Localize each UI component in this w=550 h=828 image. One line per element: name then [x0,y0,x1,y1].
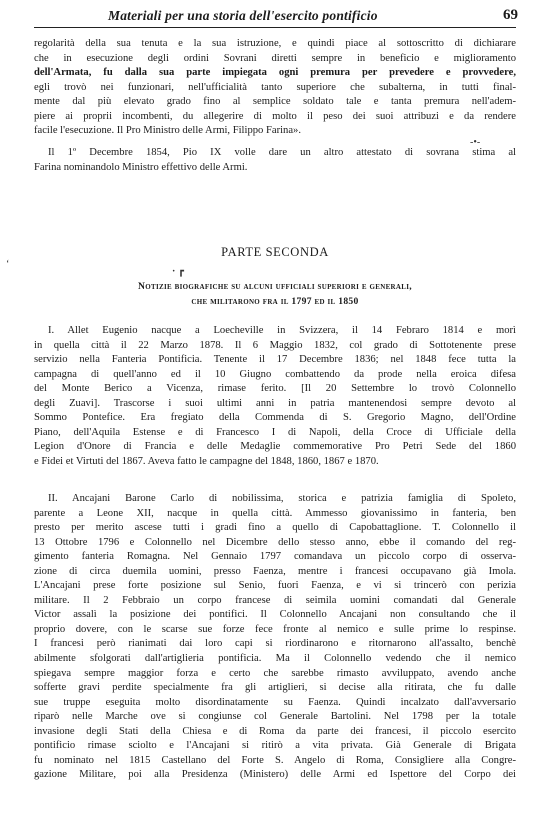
header-rule [34,27,516,28]
subheading-text: Notizie biografiche su alcuni ufficiali superiori e generali, [138,281,412,292]
text-line: dell'Armata, fu dalla sua parte impiegata ogni premura per prevedere e provvedere, [34,67,516,79]
part-subheading-line [0,296,550,307]
text-line: I. Allet Eugenio nacque a Loecheville in Svizzera, il 14 Febraro 1814 e morì [48,325,516,336]
text-line: del Monte Berico a Vicenza, rimase ferito. [Il 20 Settembre lo trovò Colonnello [34,383,516,395]
text-line: piere ai proprii incombenti, du allegerire di molto il peso dei suoi attribuzi e da rendere [34,110,516,122]
text-line: I francesi però rianimati dai loro capi si riordinarono e ritornarono all'assalto, benchè [34,638,516,650]
text-line: invasione degli Stati della Chiesa e di Roma da parte dei francesi, il piccolo esercito [34,725,516,737]
text-line: abilmente sfolgorati dall'artiglieria pontificia. Ma il Colonnello vedendo che il nemico [34,653,516,665]
part-heading: PARTE SECONDA [221,245,329,259]
text-line: proprio dovere, con le scarse sue forze fece fronte al nemico e sulle prime lo respinse. [34,623,516,635]
text-line: II. Ancajani Barone Carlo di nobilissima, storica e patrizia famiglia di Spoleto, [48,493,516,504]
text-line: gazione Militare, poi alla Presidenza (Ministero) delle Armi ed Ispettore del Corpo dei [34,769,516,781]
text-line: degli Zuavi]. Trascorse i suoi ultimi anni in patria mantenendosi sempre devoto al [34,397,516,409]
intro-paragraph [34,37,516,139]
text-line: pontificio rimase sciolto e l'Ancajani si ritirò a vita privata. Già Generale di Brigata [34,740,516,752]
part-subheading-line [0,281,550,292]
subheading-text: che militarono fra il 1797 ed il 1850 [191,296,359,307]
text-line: L'Ancajani prese forte posizione sul Senio, fuori Faenza, e vi si trincerò con perizia [34,580,516,592]
running-header [108,7,518,26]
text-line: campagna di quell'anno ed il 10 Giugno combattendo da prode nella eroica difesa [34,368,516,380]
text-line: parente a Leone XII, nacque in quella città. Ammesso giovanissimo in fanteria, ben [34,507,516,519]
text-line: che in esecuzione degli ordini Sovrani diretti sempre in beneficio e miglioramento [34,52,516,64]
text-line: Il 1º Decembre 1854, Pio IX volle dare un altro attestato di sovrana stima al [48,147,516,158]
text-line: regolarità della sua tenuta e la sua istruzione, e quindi piace al sottoscritto di dichiarare [34,38,516,49]
margin-mark: · ┏ [172,266,184,277]
text-line: facile l'esecuzione. Il Pro Ministro delle Armi, Filippo Farina». [34,125,301,137]
margin-mark: ‘ [6,259,10,270]
text-line: gimento fanteria Romagna. Nel Gennaio 1797 comandava un piccolo corpo di osserva- [34,551,516,563]
text-line: zione di circa duemila uomini, presso Faenza, mentre i francesi occupavano già Imola. [34,565,516,577]
biography-entry-ancajani [34,492,516,783]
text-line: presto per merito ascese tutti i gradi fino a quello di Capobattaglione. T. Colonnello il [34,522,516,534]
text-line: Farina nominandolo Ministro effettivo delle Armi. [34,161,248,173]
text-line: sofferte gravi perdite specialmente fra gli artiglieri, si decise alla ritirata, che fu dalle [34,682,516,694]
text-line: spiegava sempre maggior forza e certo che sarebbe rimasto avviluppato, avendo anche [34,667,516,679]
intro-paragraph-2 [34,146,516,175]
page-number: 69 [503,7,518,23]
biography-entry-allet [34,324,516,469]
text-line: fu nominato nel 1815 Castellano del Forte S. Angelo di Roma, Consigliere alla Congre- [34,754,516,766]
text-line: Piano, dell'Aquila Estense e di Francesco I di Napoli, della Croce di Ufficiale della [34,426,516,438]
text-line: militare. Il 2 Febbraio un corpo francese di seimila uomini comandati dal Generale [34,594,516,606]
text-line: 13 Ottobre 1796 e Colonnello nel Dicembre dello stesso anno, ebbe il comando del reg- [34,536,516,548]
running-title: Materiali per una storia dell'esercito pontificio [108,8,378,23]
text-line: Sommo Pontefice. Era fregiato della Commenda di S. Gregorio Magno, dell'Ordine [34,412,516,424]
text-line: e Fidei et Virtuti del 1867. Aveva fatto le campagne del 1848, 1860, 1867 e 1870. [34,455,379,467]
margin-mark: -•- [470,137,481,148]
text-line: egli trovò nei funzionari, nell'ufficialità tanto superiore che subalterna, in tutti final- [34,81,516,93]
text-line: mente dal più elevato grado fino al semplice soldato tale e tanta premura nell'adem- [34,96,516,108]
text-line: in quella città il 22 Marzo 1878. Il 6 Maggio 1832, col grado di Sottotenente prese [34,339,516,351]
text-line: Victor assalì la posizione dei pontifici. Il Colonnello Ancajani non consultando che il [34,609,516,621]
text-line: Legion d'Onore di Francia e delle Medaglie commemorative Pro Petri Sede del 1860 [34,441,516,453]
text-line: riparò nelle Marche ove si congiunse col Generale Bartolini. Nel 1798 per la totale [34,711,516,723]
text-line: sue truppe eseguita molto disordinatamente su Faenza. Quindi incalzato dall'avversario [34,696,516,708]
text-line: servizio nella Fanteria Pontificia. Tenente il 17 Decembre 1836; nel 1848 fece tutta la [34,354,516,366]
